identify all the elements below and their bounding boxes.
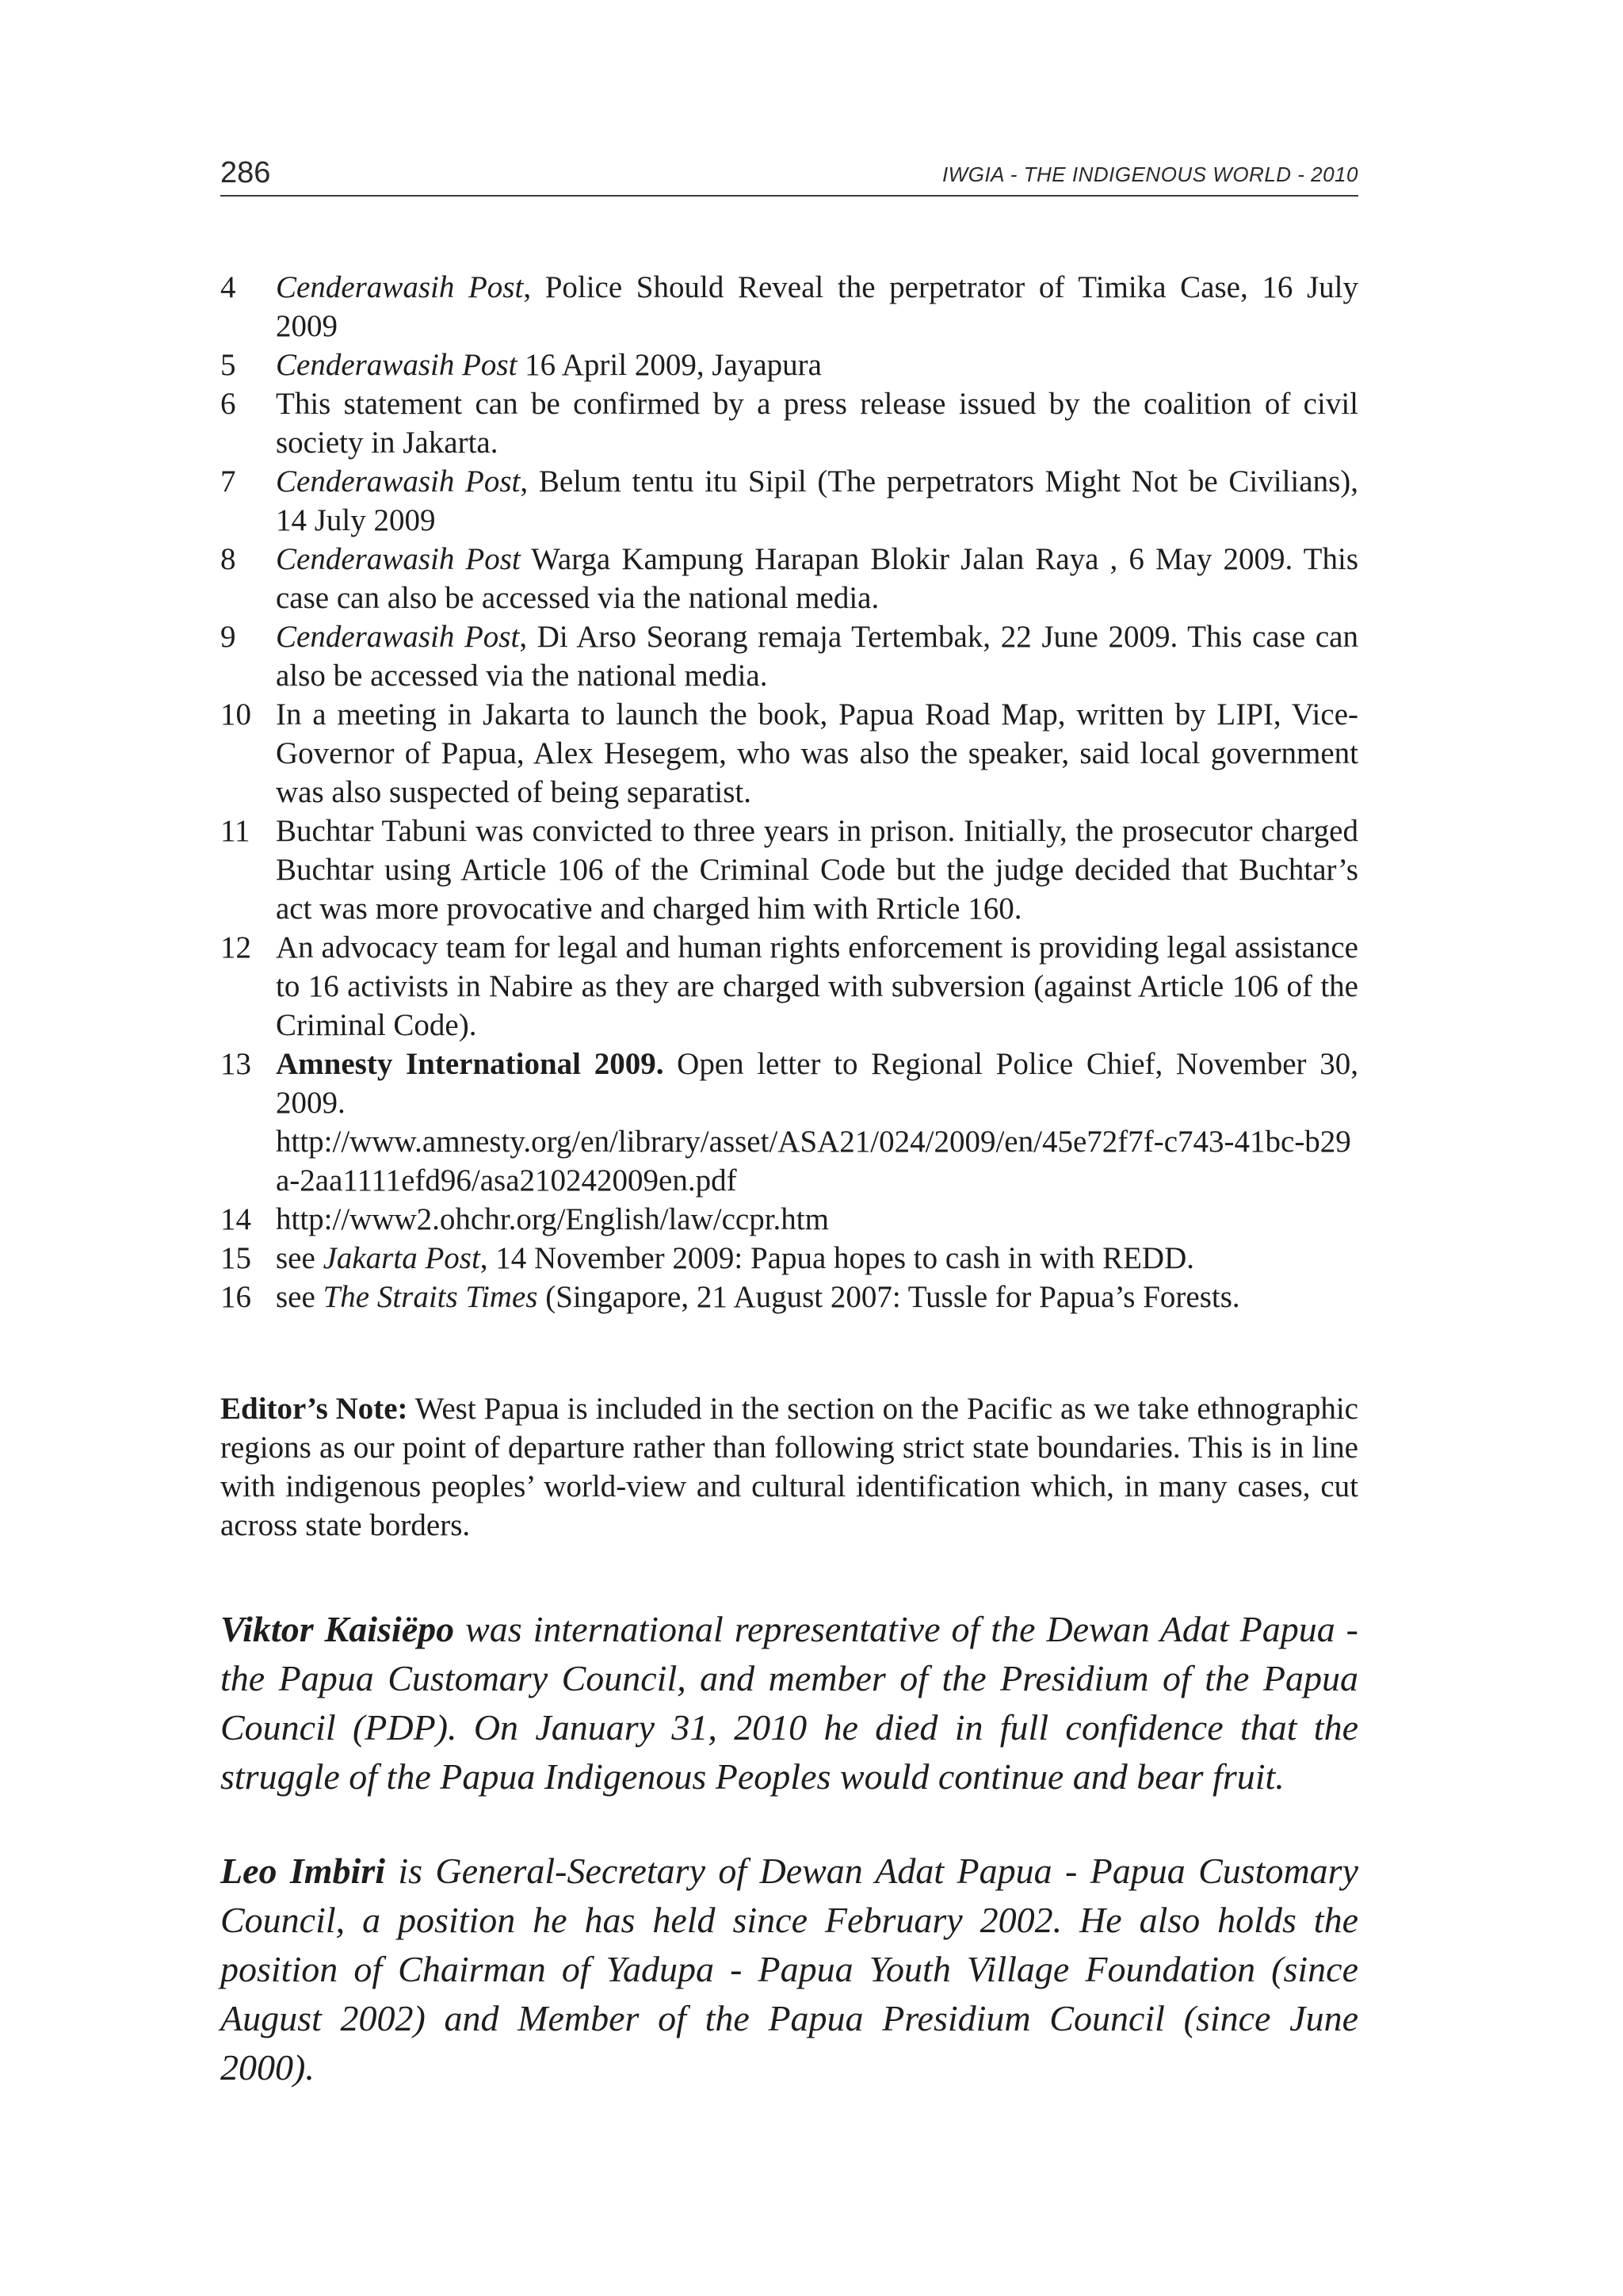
author-name: Leo Imbiri <box>220 1851 386 1891</box>
author-name: Viktor Kaisiëpo <box>220 1609 455 1649</box>
endnote-body: , Police Should Reveal the perpetrator of Timika Case, 16 July 2009 <box>276 270 1359 343</box>
endnote-body: 16 April 2009, Jayapura <box>517 348 822 382</box>
author-bio-text: was international representative of the Dewan Adat Papua - the Papua Customary Council, and member of the Presidium of the Papua Council (PDP). On January 31, 2010 he died in full confidence that the struggle of the Papua Indigenous Peoples would continue and bear fruit. <box>220 1609 1358 1797</box>
endnote-12 <box>220 928 1358 1045</box>
endnote-url[interactable]: http://www.amnesty.org/en/library/asset/ASA21/024/2009/en/45e72f7f-c743-41bc-b29a-2aa1111efd96/asa210242009en.pdf <box>276 1125 1351 1198</box>
endnote-text <box>276 1239 1358 1278</box>
editors-note <box>220 1389 1358 1545</box>
editors-note-text: West Papua is included in the section on the Pacific as we take ethnographic regions as our point of departure rather than following strict state boundaries. This is in line with indigenous peoples’ world-view and cultural identification which, in many cases, cut across state borders. <box>220 1392 1358 1542</box>
endnote-16 <box>220 1278 1358 1316</box>
source-title: Cenderawasih Post <box>276 542 521 576</box>
endnote-6 <box>220 384 1358 462</box>
source-title: Amnesty International 2009. <box>276 1047 664 1081</box>
endnote-9 <box>220 617 1358 695</box>
endnote-text <box>276 1200 1358 1239</box>
endnote-text <box>276 695 1358 812</box>
endnotes-list <box>220 268 1358 1316</box>
endnote-number: 9 <box>220 620 236 654</box>
endnote-number: 15 <box>220 1241 251 1275</box>
endnote-number: 14 <box>220 1202 251 1236</box>
endnote-text <box>276 540 1358 617</box>
endnote-prefix: see <box>276 1241 323 1275</box>
endnote-body: (Singapore, 21 August 2007: Tussle for Papua’s Forests. <box>537 1280 1240 1314</box>
endnote-number: 7 <box>220 464 236 499</box>
source-title: Cenderawasih Post <box>276 464 521 499</box>
endnote-13 <box>220 1045 1358 1200</box>
source-title: Cenderawasih Post <box>276 620 520 654</box>
endnote-text <box>276 1278 1358 1316</box>
endnote-15 <box>220 1239 1358 1278</box>
endnote-10 <box>220 695 1358 812</box>
endnote-body: This statement can be confirmed by a press release issued by the coalition of civil society in Jakarta. <box>276 387 1358 460</box>
endnote-number: 5 <box>220 348 236 382</box>
source-title: The Straits Times <box>323 1280 538 1314</box>
endnote-number: 8 <box>220 542 236 576</box>
author-bio-text: is General-Secretary of Dewan Adat Papua - Papua Customary Council, a position he has held since February 2002. He also holds the position of Chairman of Yadupa - Papua Youth Village Foundation (since August 2002) and Member of the Papua Presidium Council (since June 2000). <box>220 1851 1358 2088</box>
endnote-text <box>276 268 1358 346</box>
endnote-body: Warga Kampung Harapan Blokir Jalan Raya , 6 May 2009. This case can also be accessed via the national media. <box>276 542 1358 615</box>
endnote-number: 4 <box>220 270 236 304</box>
endnote-text <box>276 812 1358 928</box>
page-number: 286 <box>220 156 271 189</box>
endnote-number: 13 <box>220 1047 251 1081</box>
endnote-url[interactable]: http://www2.ohchr.org/English/law/ccpr.htm <box>276 1202 829 1236</box>
endnote-4 <box>220 268 1358 346</box>
author-bio-1 <box>220 1605 1358 1801</box>
endnote-number: 10 <box>220 697 251 732</box>
endnote-text <box>276 346 1358 384</box>
source-title: Jakarta Post <box>323 1241 480 1275</box>
endnote-text <box>276 1045 1358 1200</box>
endnote-14 <box>220 1200 1358 1239</box>
source-title: Cenderawasih Post <box>276 348 517 382</box>
endnote-8 <box>220 540 1358 617</box>
source-title: Cenderawasih Post <box>276 270 524 304</box>
endnote-7 <box>220 462 1358 540</box>
editors-note-label: Editor’s Note: <box>220 1392 408 1426</box>
endnote-prefix: see <box>276 1280 323 1314</box>
endnote-number: 6 <box>220 387 236 421</box>
endnote-number: 16 <box>220 1280 251 1314</box>
endnote-body: , Belum tentu itu Sipil (The perpetrators Might Not be Civilians), 14 July 2009 <box>276 464 1358 537</box>
endnote-11 <box>220 812 1358 928</box>
endnote-5 <box>220 346 1358 384</box>
endnote-body: Open letter to Regional Police Chief, November 30, 2009. <box>276 1047 1358 1120</box>
endnote-text <box>276 384 1358 462</box>
endnote-body: , 14 November 2009: Papua hopes to cash in with REDD. <box>479 1241 1194 1275</box>
endnote-body: Buchtar Tabuni was convicted to three years in prison. Initially, the prosecutor charged Buchtar using Article 106 of the Criminal Code but the judge decided that Buchtar’s act was more provocative and charged him with Rrticle 160. <box>276 814 1358 926</box>
page-header <box>220 155 1358 197</box>
endnote-body: , Di Arso Seorang remaja Tertembak, 22 June 2009. This case can also be accessed via the national media. <box>276 620 1358 693</box>
endnote-body: In a meeting in Jakarta to launch the book, Papua Road Map, written by LIPI, Vice-Governor of Papua, Alex Hesegem, who was also the speaker, said local government was also suspected of being separatist. <box>276 697 1358 809</box>
endnote-body: An advocacy team for legal and human rights enforcement is providing legal assistance to 16 activists in Nabire as they are charged with subversion (against Article 106 of the Criminal Code). <box>276 930 1358 1042</box>
endnote-number: 12 <box>220 930 251 965</box>
running-head: IWGIA - THE INDIGENOUS WORLD - 2010 <box>941 162 1358 186</box>
endnote-text <box>276 617 1358 695</box>
endnote-text <box>276 928 1358 1045</box>
endnote-number: 11 <box>220 814 250 848</box>
endnote-text <box>276 462 1358 540</box>
author-bio-2 <box>220 1847 1358 2092</box>
